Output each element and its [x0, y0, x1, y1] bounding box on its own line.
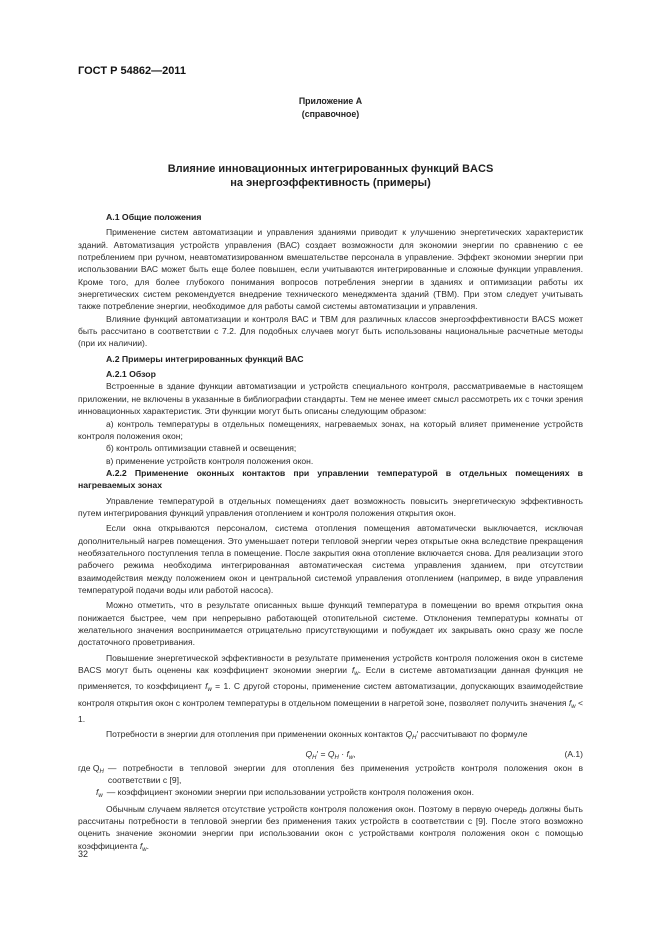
symbol-f: f: [568, 697, 572, 708]
paragraph: [78, 652, 583, 726]
text: рассчитывают по формуле: [420, 729, 528, 740]
formula-a1: [78, 748, 583, 762]
list-item: в) применение устройств контроля положения окон.: [106, 455, 314, 466]
symbol-sub: w: [98, 793, 103, 800]
formula-sub: H: [334, 754, 339, 761]
list-item: б) контроль оптимизации ставней и освещения;: [106, 443, 297, 454]
symbol-sub: w: [354, 671, 359, 678]
symbol-sub: w: [571, 703, 576, 710]
appendix-kind: (справочное): [301, 109, 360, 119]
dot: ·: [338, 748, 347, 759]
symbol-f: f: [351, 665, 355, 676]
symbol-sub: H: [412, 735, 417, 742]
symbol-f: f: [205, 681, 208, 692]
symbol-q: Q: [405, 729, 413, 740]
where-item: [78, 762, 583, 787]
paragraph: [78, 728, 583, 744]
section-heading-a21: А.2.1 Обзор: [106, 369, 156, 380]
paragraph: Применение систем автоматизации и управления зданиями приводит к улучшению энергетических характеристик зданий. Автоматизация устройств управления (ВАС) создает возможности для экономии энергии по сравнению с ее потреблением при ручном, неавтоматизированном вмешательстве персонала в управление. Эффект экономии энергии при использовании ВАС может быть еще более повышен, если учитываются интегрированные и сложные функции управления. Кроме того, для более глубокого понимания вопросов потребления энергии в зданиях и оптимизации работы их энергетических систем рекомендуется внедрение технического менеджмента зданий (ТВМ). При этом следует учитывать также потребление энергии, необходимое для работы самой системы автоматизации и управления.: [78, 227, 583, 312]
formula-sub: H: [312, 754, 317, 761]
text: . Если в системе автоматизации данная функция не применяется, то коэффициент: [78, 665, 584, 692]
formula-lhs: Q: [305, 748, 313, 759]
comma: ,: [353, 748, 356, 759]
text: Обычным случаем является отсутствие устройств контроля положения окон. Поэтому в первую очередь должны быть рассчитаны потребности в тепловой энергии без применения таких устройств в соответствии с [9]. После этого возможно оценить значение экономии энергии при использовании окон с устройствами контроля положения окон с помощью коэффициента: [78, 803, 583, 851]
text: = 1. С другой стороны, применение систем автоматизации, допускающих взаимодействие контроля открытия окон с контролем температуры в отдельном помещении в нагретой зоне, позволяет получить значения: [78, 681, 583, 708]
where-key: [96, 786, 107, 802]
symbol-sub: H: [99, 768, 104, 775]
section-heading-a2: А.2 Примеры интегрированных функций ВАС: [106, 353, 304, 364]
text: Повышение энергетической эффективности в результате применения устройств контроля положения окон в системе BACS могут быть оценены как коэффициент экономии энергии: [78, 652, 583, 676]
where-text: — потребности в тепловой энергии для отопления без применения устройств контроля положения окон в соответствии с [9],: [107, 762, 583, 786]
document-body: [78, 211, 583, 856]
equals: =: [318, 748, 328, 759]
formula-rhs: Q: [327, 748, 335, 759]
where-text: — коэффициент экономии энергии при использовании устройств контроля положения окон.: [106, 787, 474, 798]
prime: ′: [416, 729, 419, 740]
section-heading-a22: А.2.2 Применение оконных контактов при управлении температурой в отдельных помещениях в нагреваемых зонах: [78, 467, 583, 491]
title-line-2: на энергоэффективность (примеры): [230, 177, 431, 189]
paragraph: Влияние функций автоматизации и контроля ВАС и ТВМ для различных классов энергоэффективности BACS может быть рассчитано в соответствии с 7.2. Для подобных случаев могут быть использованы национальные расчетные методы (при их наличии).: [78, 313, 583, 349]
page-number: 32: [78, 849, 89, 859]
paragraph: [78, 803, 583, 856]
section-heading-a1: А.1 Общие положения: [106, 212, 202, 222]
text: < 1.: [78, 697, 583, 725]
symbol-sub: w: [142, 846, 147, 853]
title-line-1: Влияние инновационных интегрированных функций BACS: [167, 163, 494, 175]
page-title: [78, 162, 583, 190]
prime: ′: [316, 748, 319, 759]
formula-number: (А.1): [564, 748, 583, 759]
symbol-f: f: [96, 787, 99, 798]
where-key: [78, 762, 108, 787]
formula-sub: w: [348, 754, 354, 761]
symbol-f: f: [139, 840, 143, 851]
where-key-text: где Q: [78, 762, 100, 773]
text: .: [146, 840, 149, 851]
paragraph: Управление температурой в отдельных помещениях дает возможность повысить энергетическую эффективность путем интегрирования функций управления отоплением и контроля положения открытия окон.: [78, 495, 583, 518]
appendix-title: Приложение А: [298, 96, 363, 106]
text: Потребности в энергии для отопления при применении оконных контактов: [106, 729, 406, 740]
symbol-sub: w: [207, 687, 212, 694]
paragraph: Если окна открываются персоналом, система отопления помещения автоматически выключается, исключая дополнительный нагрев помещения. Это уменьшает потери тепловой энергии через открытые окна вследствие прекращения необязательного поступления тепла в помещение. После закрытия окна отопление включается снова. Для реализации этого рабочего режима необходима интегрированная автоматическая система управления зданием, при отсутствии взаимодействия между положением окон и центральной системой управления отоплением (например, в виде управления температурой подачи воды или работой насоса).: [78, 523, 583, 595]
appendix-label: [78, 95, 583, 121]
paragraph: Можно отметить, что в результате описанных выше функций температура в помещении во время открытия окна понижается быстрее, чем при непрерывно работающей отопительной системе. Отклонения температуры комнаты от желательного значения воспринимается отрицательно присутствующими и побуждает их закрывать окно сразу же после достаточного проветривания.: [78, 600, 583, 648]
where-item: [78, 786, 583, 802]
list-item: а) контроль температуры в отдельных помещениях, нагреваемых зонах, на который влияет применение устройств контроля положения окон;: [78, 418, 583, 441]
document-header: ГОСТ Р 54862—2011: [78, 65, 186, 77]
paragraph: Встроенные в здание функции автоматизации и устройств специального контроля, рассматриваемые в настоящем приложении, не включены в указанные в библиографии стандарты. Тем не менее имеет смысл рассмотреть их с точки зрения инновационных характеристик. Эти функции могут быть описаны следующим образом:: [78, 381, 583, 417]
formula-f: f: [346, 748, 349, 759]
